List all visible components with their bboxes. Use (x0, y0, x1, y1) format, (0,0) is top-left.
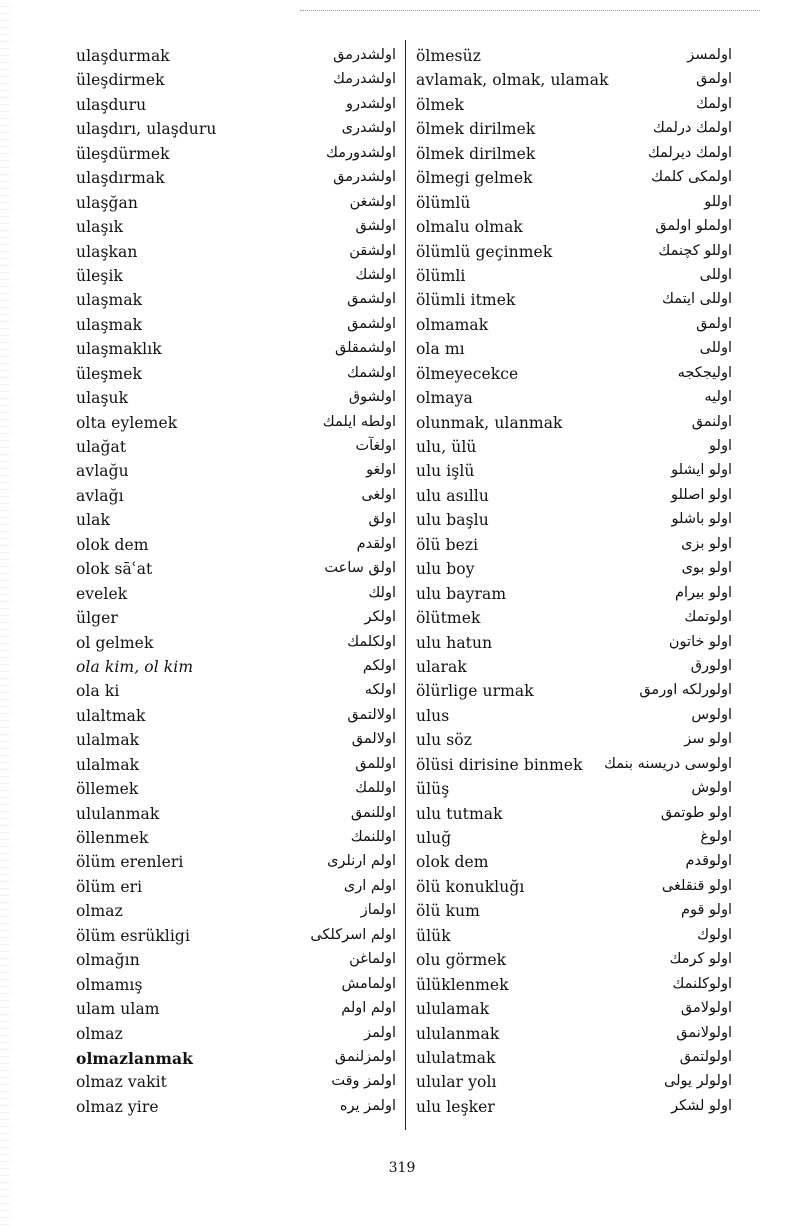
entry-latin: ölmegi gelmek (416, 169, 533, 188)
entry-latin: avlamak, olmak, ulamak (416, 71, 609, 90)
entry-ottoman: اولمكی كلمك (651, 169, 732, 186)
entry-latin: ululanmak (76, 804, 160, 823)
dictionary-entry (76, 582, 398, 606)
entry-latin: ulaşduru (76, 95, 147, 114)
dictionary-entry (416, 899, 738, 923)
dictionary-entry (416, 166, 738, 190)
entry-ottoman: اولمز (364, 1024, 396, 1041)
dictionary-entry (416, 606, 738, 630)
dictionary-entry (76, 93, 398, 117)
entry-latin: ulaşdurmak (76, 47, 170, 65)
entry-latin: olu görmek (416, 951, 507, 970)
entry-ottoman: اولولانمق (676, 1024, 732, 1041)
dictionary-entry (76, 777, 398, 801)
entry-ottoman: اوللنمك (350, 829, 396, 845)
page-number: 319 (388, 1160, 416, 1176)
dictionary-entry (76, 1070, 398, 1094)
entry-ottoman: اولورلكه اورمق (639, 682, 732, 699)
entry-latin: ulu asıllu (416, 486, 489, 505)
entry-latin: üleşdirmek (76, 71, 165, 90)
dictionary-entry (416, 44, 738, 68)
entry-ottoman: اولشقن (349, 242, 396, 259)
dictionary-entry (76, 313, 398, 337)
dictionary-entry (416, 655, 738, 679)
entry-ottoman: اوللی (699, 340, 732, 357)
dictionary-entry (416, 484, 738, 508)
dictionary-entry (416, 142, 738, 166)
dictionary-entry (76, 997, 398, 1021)
entry-latin: ola kim, ol kim (76, 657, 194, 676)
entry-latin: ölümlü (416, 193, 471, 212)
dictionary-entry (76, 264, 398, 288)
entry-latin: ölütmek (416, 609, 481, 628)
dictionary-entry (416, 337, 738, 361)
dictionary-entry (416, 93, 738, 117)
entry-ottoman: اوللمك (355, 780, 396, 797)
entry-ottoman: اولنمق (691, 413, 732, 430)
dictionary-entry (416, 1070, 738, 1094)
dictionary-entry (416, 704, 738, 728)
entry-ottoman: اولشدری (341, 120, 396, 137)
entry-latin: ölmek (416, 95, 465, 114)
dictionary-entry (76, 973, 398, 997)
entry-latin: ulu hatun (416, 633, 493, 652)
entry-latin: ülüş (416, 780, 450, 799)
entry-latin: ölüm esrükligi (76, 926, 191, 945)
entry-latin: ulaşğan (76, 193, 138, 212)
entry-latin: ülük (416, 926, 451, 945)
entry-latin: ölmek dirilmek (416, 120, 536, 139)
entry-latin: ulak (76, 511, 110, 530)
dictionary-entry (76, 875, 398, 899)
entry-ottoman: اولمك ديرلمك (647, 144, 732, 161)
entry-ottoman: اولوش (691, 780, 732, 797)
entry-latin: olta eylemek (76, 413, 178, 432)
entry-ottoman: اولشدرو (346, 95, 396, 112)
entry-latin: ulaşdırmak (76, 169, 165, 188)
dictionary-entry (416, 973, 738, 997)
entry-latin: olunmak, ulanmak (416, 413, 563, 432)
dictionary-entry (416, 1095, 738, 1119)
entry-latin: olmaz yire (76, 1097, 159, 1116)
dictionary-entry (416, 288, 738, 312)
entry-ottoman: اولقدم (356, 535, 396, 552)
dictionary-entry (76, 337, 398, 361)
entry-ottoman: اولم اولم (341, 1000, 396, 1017)
entry-ottoman: اولشدرمق (333, 47, 396, 63)
entry-latin: ulu bayram (416, 584, 507, 603)
entry-ottoman: اولمامش (341, 975, 396, 992)
entry-ottoman: اولق (368, 511, 396, 528)
entry-ottoman: اوللی ايتمك (662, 291, 732, 308)
entry-latin: ulu işlü (416, 462, 475, 481)
right-column (416, 44, 738, 1119)
entry-latin: ölmek dirilmek (416, 144, 536, 163)
entry-latin: ulaltmak (76, 706, 146, 725)
dictionary-entry (76, 215, 398, 239)
entry-ottoman: اوللنمق (350, 804, 396, 821)
dictionary-entry (416, 533, 738, 557)
entry-ottoman: اولالمق (351, 731, 396, 748)
entry-ottoman: اولوقدم (685, 853, 732, 870)
entry-ottoman: اوللو كچنمك (658, 242, 732, 259)
entry-ottoman: اولولتمق (679, 1048, 732, 1065)
entry-latin: ululanmak (416, 1024, 500, 1043)
entry-latin: avlağı (76, 486, 124, 505)
dictionary-entry (76, 753, 398, 777)
dictionary-entry (416, 1022, 738, 1046)
entry-latin: olok sāʿat (76, 560, 153, 579)
dictionary-entry (76, 411, 398, 435)
entry-latin: üleşdürmek (76, 144, 170, 163)
entry-latin: ölmesüz (416, 47, 481, 65)
entry-latin: ulaşmak (76, 315, 143, 334)
dictionary-entry (416, 68, 738, 92)
dictionary-entry (416, 948, 738, 972)
entry-ottoman: اولكم (362, 657, 396, 674)
entry-ottoman: اولو اصللو (671, 486, 732, 503)
entry-latin: ola mı (416, 340, 465, 359)
entry-ottoman: اولشوق (348, 389, 396, 406)
entry-latin: ululatmak (416, 1048, 496, 1067)
entry-latin: ulağat (76, 438, 127, 456)
entry-ottoman: اولكلمك (347, 633, 396, 650)
entry-ottoman: اولملو اولمق (655, 218, 732, 235)
entry-ottoman: اولكر (364, 609, 396, 626)
entry-ottoman: اولولر يولی (664, 1073, 732, 1090)
dictionary-entry (416, 802, 738, 826)
entry-ottoman: اولشمقلق (335, 340, 396, 357)
dictionary-entry (76, 240, 398, 264)
entry-latin: olmağın (76, 951, 140, 970)
entry-latin: ulaşmaklık (76, 340, 162, 359)
entry-latin: ulu leşker (416, 1097, 495, 1116)
entry-latin: olok dem (76, 535, 149, 554)
dictionary-entry (76, 655, 398, 679)
dictionary-entry (76, 435, 398, 459)
dictionary-entry (76, 459, 398, 483)
dictionary-entry (76, 508, 398, 532)
dictionary-entry (76, 1046, 398, 1070)
entry-ottoman: اوللی (699, 266, 732, 283)
entry-ottoman: اولمزلنمق (334, 1048, 396, 1065)
entry-ottoman: اوللو (704, 193, 732, 210)
entry-ottoman: اوليه (704, 389, 732, 406)
entry-latin: ölümlü geçinmek (416, 242, 553, 261)
dictionary-entry (416, 191, 738, 215)
entry-latin: ulam ulam (76, 1000, 160, 1019)
entry-latin: olmalu olmak (416, 218, 523, 237)
entry-latin: öllenmek (76, 829, 149, 847)
entry-latin: ol gelmek (76, 633, 154, 652)
entry-ottoman: اوليجكجه (677, 364, 732, 381)
entry-ottoman: اولمق (696, 71, 732, 88)
entry-ottoman: اولمك درلمك (652, 120, 732, 137)
entry-ottoman: اولورق (690, 657, 732, 674)
dictionary-entry (416, 313, 738, 337)
dictionary-entry (416, 386, 738, 410)
entry-latin: ölüm eri (76, 877, 143, 896)
dictionary-entry (76, 899, 398, 923)
entry-ottoman: اولو بوی (681, 560, 732, 577)
entry-ottoman: اولو باشلو (671, 511, 732, 528)
dictionary-entry (76, 948, 398, 972)
entry-latin: ölü kum (416, 902, 480, 921)
entry-latin: ulus (416, 706, 450, 725)
entry-ottoman: اولو لشكر (671, 1097, 732, 1114)
entry-latin: ölü konukluğı (416, 877, 525, 896)
dictionary-entry (76, 68, 398, 92)
entry-ottoman: اولماغن (349, 951, 396, 968)
entry-ottoman: اولولامق (680, 1000, 732, 1017)
entry-latin: ülger (76, 609, 118, 628)
entry-latin: ulaşmak (76, 291, 143, 310)
entry-ottoman: اولوكلنمك (672, 975, 732, 992)
dictionary-entry (76, 288, 398, 312)
entry-ottoman: اولوك (697, 926, 732, 943)
dictionary-entry (416, 631, 738, 655)
dictionary-entry (76, 191, 398, 215)
dictionary-entry (416, 362, 738, 386)
dictionary-entry (416, 997, 738, 1021)
entry-latin: ölü bezi (416, 535, 479, 554)
entry-latin: olmaz (76, 1024, 123, 1043)
dictionary-entry (76, 924, 398, 948)
dictionary-entry (416, 435, 738, 459)
dictionary-entry (76, 533, 398, 557)
dictionary-entry (416, 826, 738, 850)
entry-latin: ölümli (416, 266, 466, 285)
entry-ottoman: اولشغن (349, 193, 396, 210)
entry-ottoman: اولوس (691, 706, 732, 723)
dictionary-entry (416, 411, 738, 435)
dictionary-entry (76, 606, 398, 630)
dictionary-entry (416, 777, 738, 801)
entry-latin: ulaşuk (76, 389, 129, 408)
dictionary-entry (76, 826, 398, 850)
entry-ottoman: اولو بزی (681, 535, 732, 552)
dictionary-entry (76, 631, 398, 655)
entry-ottoman: اولق ساعت (324, 560, 396, 577)
entry-ottoman: اولطه ايلمك (322, 413, 396, 430)
entry-ottoman: اولشدرمك (333, 71, 396, 88)
entry-latin: ulular yolı (416, 1073, 497, 1092)
dictionary-entry (76, 704, 398, 728)
dictionary-entry (416, 753, 738, 777)
entry-latin: ulu, ülü (416, 438, 477, 456)
entry-ottoman: اولو بيرام (675, 584, 732, 601)
dictionary-entry (416, 679, 738, 703)
entry-ottoman: اولغی (361, 486, 396, 503)
entry-ottoman: اولغآت (355, 438, 396, 454)
entry-ottoman: اولماز (360, 902, 396, 919)
entry-ottoman: اولشق (355, 218, 396, 235)
dictionary-entry (416, 264, 738, 288)
entry-latin: ulu söz (416, 731, 473, 750)
entry-latin: ulaşık (76, 218, 124, 237)
column-divider (405, 40, 406, 1130)
entry-latin: ularak (416, 657, 467, 676)
entry-latin: olmaz vakit (76, 1073, 167, 1092)
top-rule (300, 0, 760, 11)
entry-latin: olmamış (76, 975, 143, 994)
entry-ottoman: اولغو (366, 462, 396, 479)
entry-latin: ölürlige urmak (416, 682, 534, 701)
entry-latin: üleşmek (76, 364, 143, 383)
entry-ottoman: اولك (368, 584, 396, 601)
dictionary-entry (416, 850, 738, 874)
dictionary-entry (76, 679, 398, 703)
entry-latin: üleşik (76, 266, 124, 285)
dictionary-entry (416, 875, 738, 899)
entry-ottoman: اولمق (696, 315, 732, 332)
entry-latin: ölüm erenleri (76, 853, 184, 872)
dictionary-entry (416, 508, 738, 532)
entry-latin: ola ki (76, 682, 120, 701)
dictionary-entry (76, 728, 398, 752)
entry-latin: ulaşdırı, ulaşduru (76, 120, 217, 139)
entry-ottoman: اولمز يره (339, 1097, 396, 1114)
entry-latin: ulu tutmak (416, 804, 503, 823)
entry-latin: ulaşkan (76, 242, 138, 261)
entry-latin: evelek (76, 584, 128, 603)
entry-ottoman: اولو خاتون (668, 633, 732, 650)
dictionary-entry (416, 240, 738, 264)
entry-latin: öllemek (76, 780, 139, 799)
entry-latin: ulu boy (416, 560, 475, 579)
entry-latin: avlağu (76, 462, 129, 481)
dictionary-entry (76, 1095, 398, 1119)
entry-ottoman: اولو ايشلو (671, 462, 732, 479)
entry-latin: olmaz (76, 902, 123, 921)
entry-latin: olmamak (416, 315, 489, 334)
entry-ottoman: اولشك (355, 266, 396, 283)
entry-ottoman: اولشدرمق (333, 169, 396, 186)
entry-ottoman: اولوغ (700, 829, 732, 845)
entry-ottoman: اولشدورمك (326, 144, 396, 161)
entry-ottoman: اولشمق (347, 291, 396, 308)
dictionary-entry (76, 142, 398, 166)
entry-ottoman: اولالتمق (347, 706, 396, 723)
dictionary-entry (76, 802, 398, 826)
entry-ottoman: اولكه (364, 682, 396, 699)
entry-ottoman: اولو (709, 438, 732, 454)
dictionary-entry (416, 728, 738, 752)
entry-latin: ölüsi dirisine binmek (416, 755, 583, 774)
entry-ottoman: اولم اسركلكی (310, 926, 396, 943)
dictionary-entry (76, 386, 398, 410)
dictionary-entry (416, 1046, 738, 1070)
entry-ottoman: اولمك (695, 95, 732, 112)
entry-ottoman: اولمسز (687, 47, 732, 63)
entry-latin: ulalmak (76, 755, 140, 774)
dictionary-entry (76, 1022, 398, 1046)
dictionary-entry (76, 850, 398, 874)
entry-latin: ölümli itmek (416, 291, 516, 310)
entry-latin: olok dem (416, 853, 489, 872)
entry-ottoman: اولم اری (343, 877, 396, 894)
dictionary-entry (76, 362, 398, 386)
entry-ottoman: اولو قنقلغی (661, 877, 732, 894)
dictionary-entry (76, 117, 398, 141)
entry-ottoman: اولوتمك (684, 609, 732, 626)
dictionary-entry (416, 924, 738, 948)
dictionary-entry (416, 117, 738, 141)
dictionary-entry (76, 557, 398, 581)
dictionary-entry (76, 484, 398, 508)
entry-ottoman: اولو كرمك (669, 951, 732, 968)
entry-ottoman: اوللمق (355, 755, 396, 772)
entry-latin: olmaya (416, 389, 473, 408)
entry-ottoman: اولشمق (347, 315, 396, 332)
entry-ottoman: اولو طوتمق (660, 804, 732, 821)
left-column (76, 44, 398, 1119)
dictionary-entry (416, 459, 738, 483)
entry-latin: ülüklenmek (416, 975, 509, 994)
entry-ottoman: اولو سز (684, 731, 732, 748)
entry-latin: ulu başlu (416, 511, 489, 530)
dictionary-entry (76, 44, 398, 68)
entry-ottoman: اولو قوم (681, 902, 732, 919)
entry-latin: uluğ (416, 829, 452, 847)
dictionary-entry (416, 557, 738, 581)
entry-latin: ölmeyecekce (416, 364, 519, 383)
entry-ottoman: اولم ارنلری (327, 853, 396, 870)
dictionary-entry (416, 215, 738, 239)
dictionary-entry (76, 166, 398, 190)
entry-latin: ululamak (416, 1000, 490, 1019)
entry-latin: olmazlanmak (76, 1048, 193, 1068)
entry-ottoman: اولوسی دريسنه بنمك (604, 755, 732, 772)
entry-ottoman: اولمز وقت (331, 1073, 396, 1090)
entry-latin: ulalmak (76, 731, 140, 750)
entry-ottoman: اولشمك (347, 364, 396, 381)
scan-edge-noise (0, 0, 10, 1229)
dictionary-entry (416, 582, 738, 606)
